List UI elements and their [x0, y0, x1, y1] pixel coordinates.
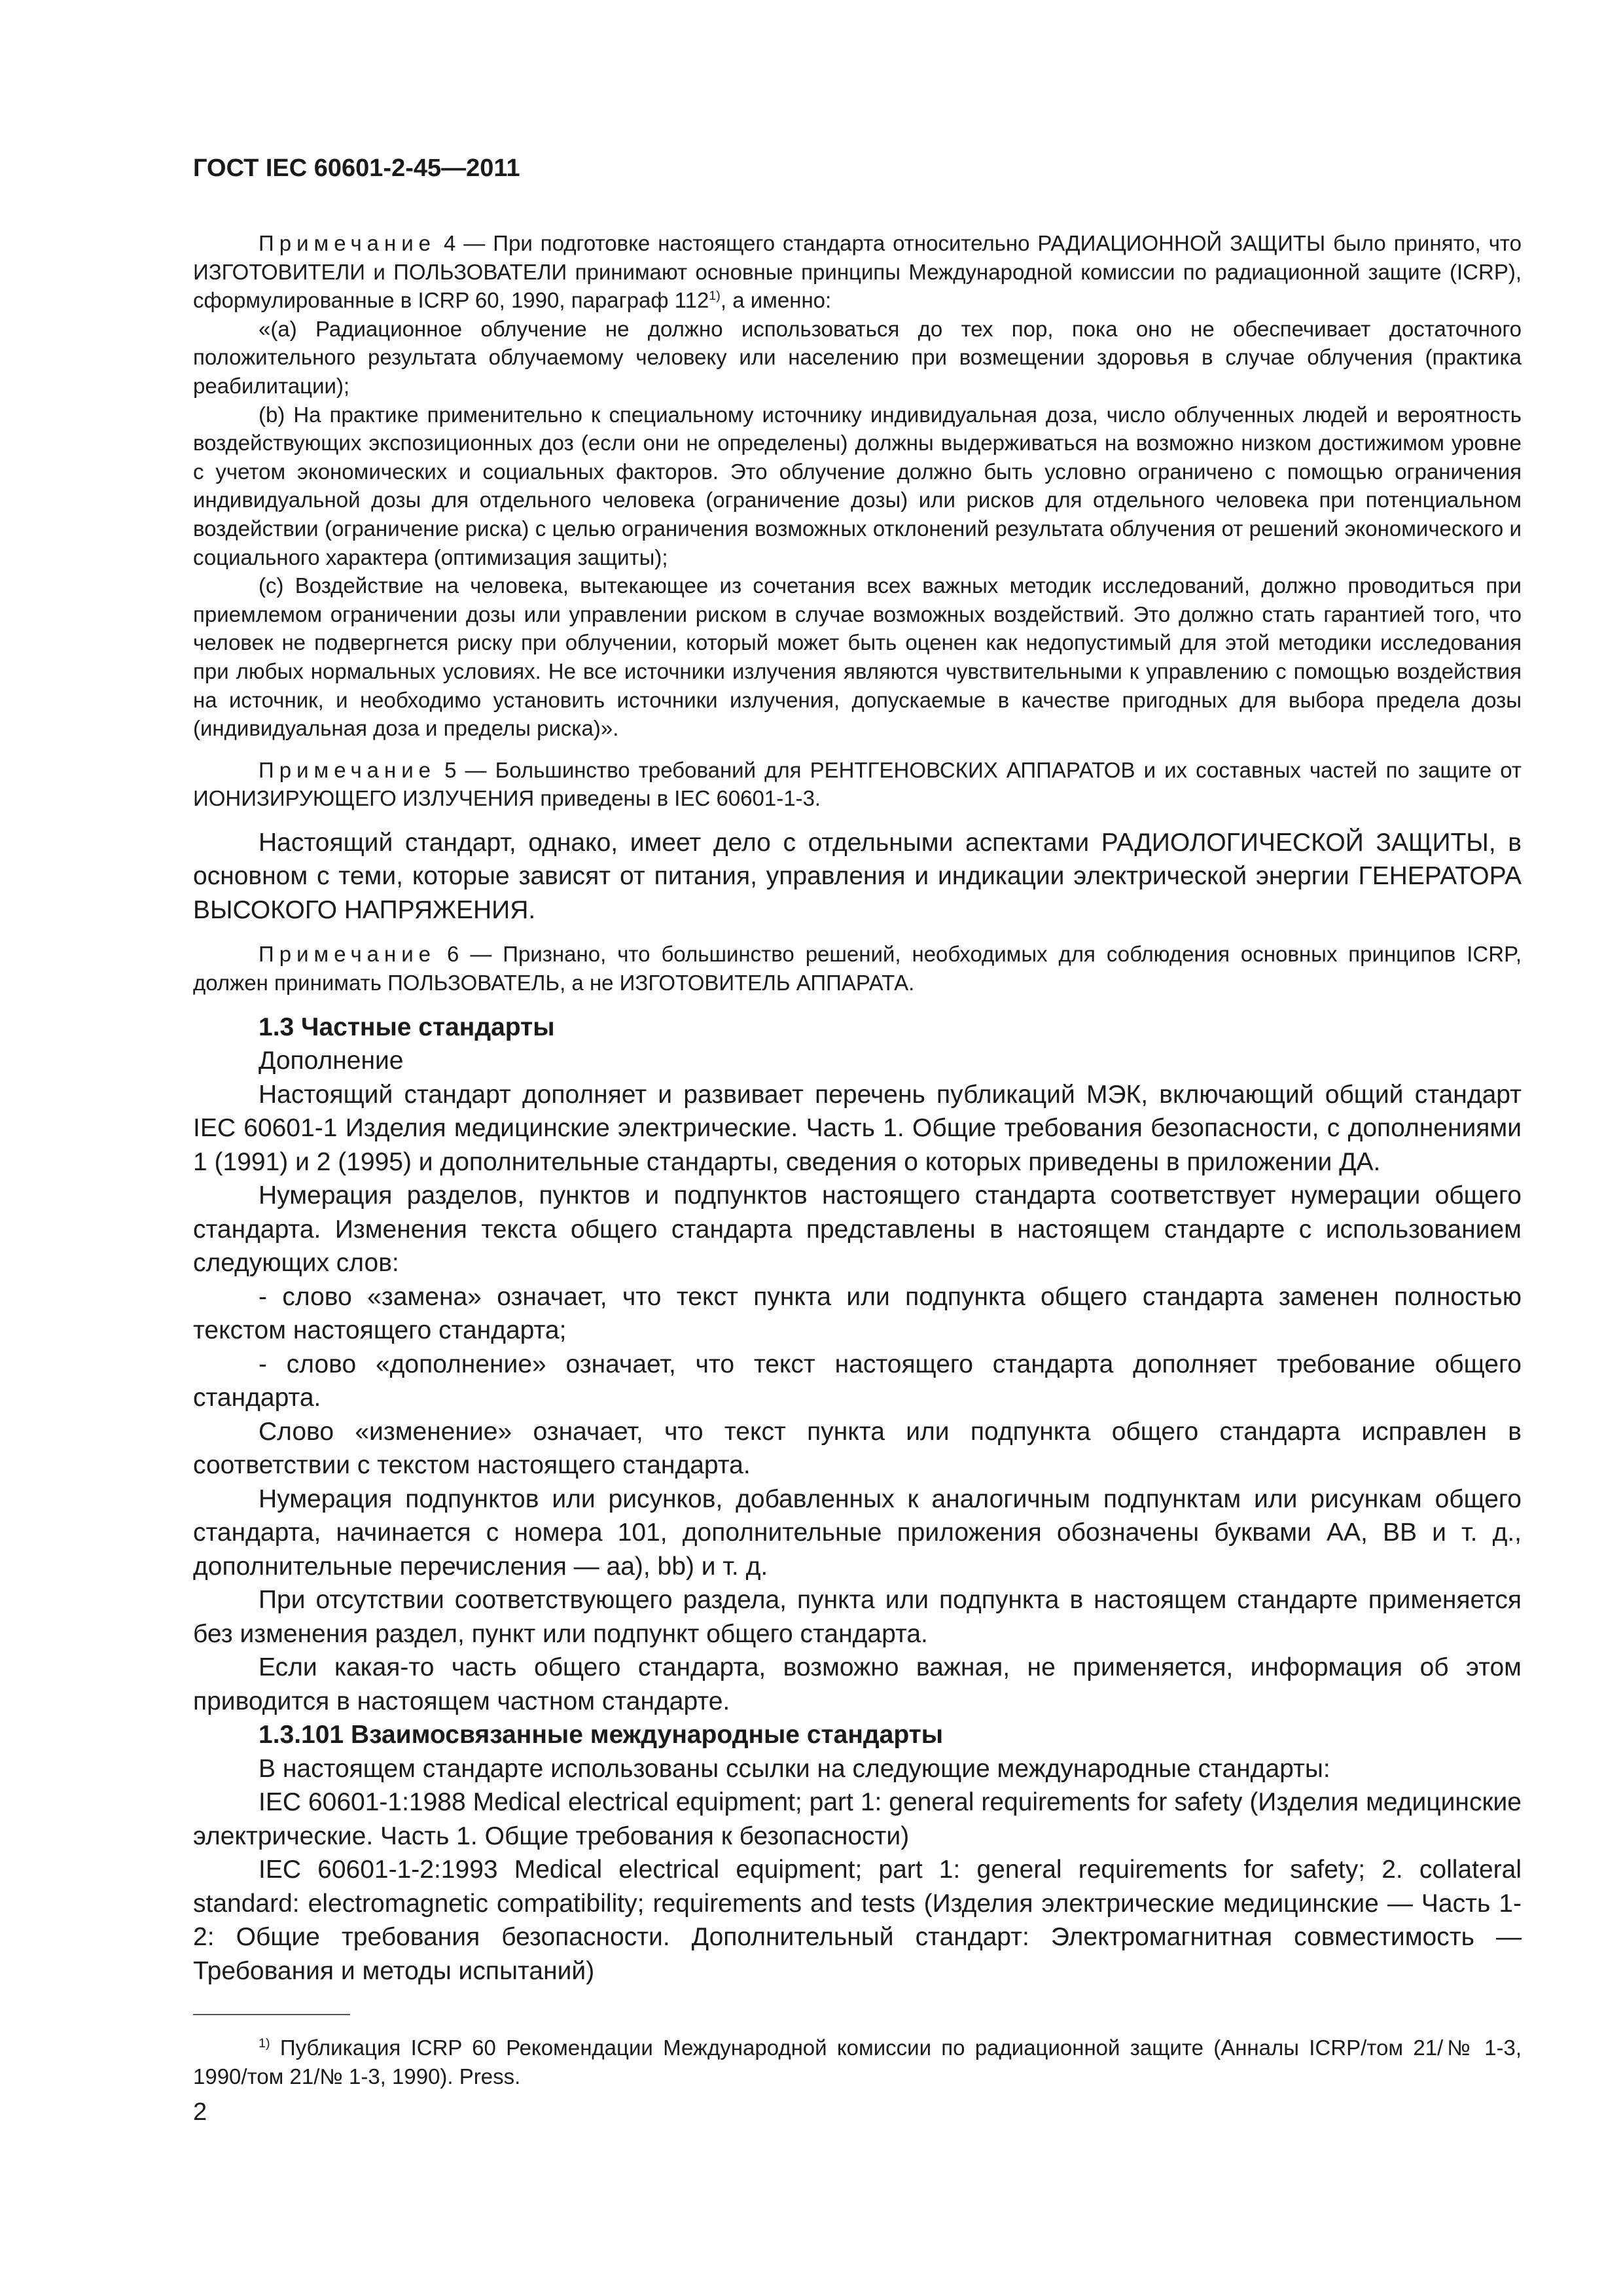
- document-page: [193, 152, 1522, 2090]
- body-paragraph: Слово «изменение» означает, что текст пункта или подпункта общего стандарта исправлен в соответствии с текстом настоящего стандарта.: [193, 1417, 1522, 1480]
- note-4-item-a: «(a) Радиационное облучение не должно использоваться до тех пор, пока оно не обеспечивает достаточного положительного результата облучаемому человеку или населению при возмещении здоровья в случае облучения (практика реабилитации);: [193, 316, 1522, 398]
- refs-paragraph: IEC 60601-1-2:1993 Medical electrical equipment; part 1: general requirements for safety; 2. collateral standard: electromagnetic compatibility; requirements and tests (Изделия электрические медицинские — Часть 1-2: Общие требования безопасности. Дополнительный стандарт: Электромагнитная совместимость — Требования и методы испытаний): [193, 1856, 1522, 1985]
- footnote: [193, 2034, 1522, 2090]
- note-4-item-b: (b) На практике применительно к специальному источнику индивидуальная доза, число облученных людей и вероятность воздействующих экспозиционных доз (если они не определены) должны выдерживаться на возможно низком достижимом уровне с учетом экономических и социальных факторов. Это облучение должно быть условно ограничено с помощью ограничения индивидуальной дозы для отдельного человека (ограничение дозы) или рисков для отдельного человека при потенциальном воздействии (ограничение риска) с целью ограничения возможных отклонений результата облучения от решений экономического и социального характера (оптимизация защиты);: [193, 402, 1522, 569]
- scope-paragraph: Настоящий стандарт, однако, имеет дело с отдельными аспектами РАДИОЛОГИЧЕСКОЙ ЗАЩИТЫ, в основном с теми, которые зависят от питания, управления и индикации электрической энергии ГЕНЕРАТОРА ВЫСОКОГО НАПРЯЖЕНИЯ.: [193, 828, 1522, 924]
- refs-paragraph: В настоящем стандарте использованы ссылки на следующие международные стандарты:: [259, 1754, 1330, 1783]
- note-4-label: Примечание: [259, 231, 437, 255]
- footnote-separator: [193, 2014, 350, 2015]
- page-number: 2: [193, 2098, 207, 2126]
- note-6-label: Примечание: [259, 942, 437, 967]
- body-paragraph: - слово «замена» означает, что текст пункта или подпункта общего стандарта заменен полностью текстом настоящего стандарта;: [193, 1282, 1522, 1345]
- note-4: [193, 229, 1522, 315]
- footnote-ref: 1): [709, 289, 721, 304]
- section-heading-1-3-101: 1.3.101 Взаимосвязанные международные стандарты: [259, 1721, 944, 1749]
- body-paragraph: Дополнение: [259, 1047, 404, 1075]
- body-paragraph: - слово «дополнение» означает, что текст настоящего стандарта дополняет требование общего стандарта.: [193, 1350, 1522, 1412]
- note-4-text: 4 — При подготовке настоящего стандарта относительно РАДИАЦИОННОЙ ЗАЩИТЫ было принято, что ИЗГОТОВИТЕЛИ и ПОЛЬЗОВАТЕЛИ принимают основные принципы Международной комиссии по радиационной защите (ICRP), сформулированные в ICRP 60, 1990, параграф 112: [193, 231, 1522, 313]
- note-5: [193, 756, 1522, 813]
- note-6: [193, 940, 1522, 997]
- body-paragraph: Нумерация разделов, пунктов и подпунктов настоящего стандарта соответствует нумерации общего стандарта. Изменения текста общего стандарта представлены в настоящем стандарте с использованием следующих слов:: [193, 1181, 1522, 1278]
- note-5-text: 5 — Большинство требований для РЕНТГЕНОВСКИХ АППАРАТОВ и их составных частей по защите от ИОНИЗИРУЮЩЕГО ИЗЛУЧЕНИЯ приведены в IEC 60601-1-3.: [193, 757, 1522, 811]
- body-paragraph: Нумерация подпунктов или рисунков, добавленных к аналогичным подпунктам или рисункам общего стандарта, начинается с номера 101, дополнительные приложения обозначены буквами АА, ВВ и т. д., дополнительные перечисления — аа), bb) и т. д.: [193, 1484, 1522, 1581]
- body-paragraph: Настоящий стандарт дополняет и развивает перечень публикаций МЭК, включающий общий стандарт IEC 60601-1 Изделия медицинские электрические. Часть 1. Общие требования безопасности, с дополнениями 1 (1991) и 2 (1995) и дополнительные стандарты, сведения о которых приведены в приложении ДА.: [193, 1080, 1522, 1176]
- note-5-label: Примечание: [259, 757, 437, 782]
- note-4-text-end: , а именно:: [720, 288, 832, 313]
- footnote-mark: 1): [259, 2036, 270, 2051]
- note-6-text: 6 — Признано, что большинство решений, необходимых для соблюдения основных принципов ICRP, должен принимать ПОЛЬЗОВАТЕЛЬ, а не ИЗГОТОВИТЕЛЬ АППАРАТА.: [193, 942, 1522, 995]
- note-4-item-c: (c) Воздействие на человека, вытекающее из сочетания всех важных методик исследований, должно проводиться при приемлемом ограничении дозы или управлении риском в случае возможных воздействий. Это должно стать гарантией того, что человек не подвергнется риску при облучении, который может быть оценен как недопустимый для этой методики исследования при любых нормальных условиях. Не все источники излучения являются чувствительными к управлению с помощью воздействия на источник, и необходимо установить источники излучения, допускаемые в качестве пригодных для выбора предела дозы (индивидуальная доза и пределы риска)».: [193, 573, 1522, 741]
- section-heading-1-3: 1.3 Частные стандарты: [259, 1013, 555, 1041]
- refs-paragraph: IEC 60601-1:1988 Medical electrical equipment; part 1: general requirements for safety (Изделия медицинские электрические. Часть 1. Общие требования к безопасности): [193, 1788, 1522, 1850]
- footnote-text: Публикация ICRP 60 Рекомендации Международной комиссии по радиационной защите (Анналы ICRP/том 21/№ 1-3, 1990/том 21/№ 1-3, 1990). Press.: [193, 2036, 1522, 2089]
- body-paragraph: Если какая-то часть общего стандарта, возможно важная, не применяется, информация об этом приводится в настоящем частном стандарте.: [193, 1653, 1522, 1715]
- body-paragraph: При отсутствии соответствующего раздела, пункта или подпункта в настоящем стандарте применяется без изменения раздел, пункт или подпункт общего стандарта.: [193, 1586, 1522, 1648]
- document-header: ГОСТ IEC 60601-2-45—2011: [193, 154, 520, 182]
